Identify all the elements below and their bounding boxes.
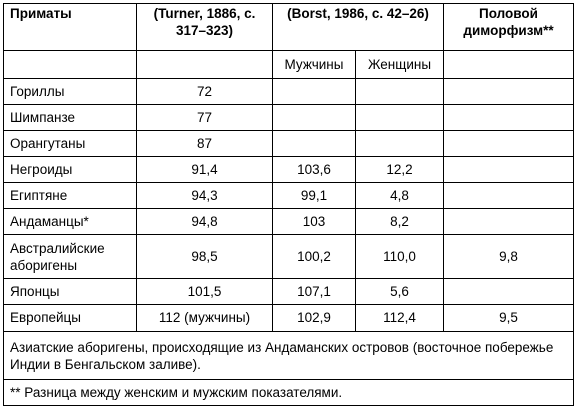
footnote-dimorphism: ** Разница между женским и мужским показателями. <box>4 379 574 405</box>
header-borst: (Borst, 1986, с. 42–26) <box>273 4 444 51</box>
row-name: Европейцы <box>4 304 137 331</box>
header-turner: (Turner, 1886, с. 317–323) <box>137 4 273 51</box>
subheader-empty <box>137 50 273 78</box>
table-row <box>4 105 574 131</box>
note-row <box>4 379 574 405</box>
cell-turner: 77 <box>137 105 273 131</box>
cell-dimorphism <box>444 157 574 183</box>
cell-men: 107,1 <box>273 278 356 304</box>
cell-men <box>273 78 356 104</box>
header-dimorphism: Половой диморфизм** <box>444 4 574 51</box>
cell-dimorphism <box>444 183 574 209</box>
cell-women: 5,6 <box>356 278 444 304</box>
row-name: Австралийские аборигены <box>4 235 137 279</box>
subheader-empty <box>4 50 137 78</box>
table-row <box>4 209 574 235</box>
subheader-men: Мужчины <box>273 50 356 78</box>
table-row <box>4 131 574 157</box>
cell-women <box>356 78 444 104</box>
cell-women: 4,8 <box>356 183 444 209</box>
row-name: Андаманцы* <box>4 209 137 235</box>
table-row <box>4 183 574 209</box>
subheader-empty <box>444 50 574 78</box>
cell-turner: 91,4 <box>137 157 273 183</box>
cell-turner: 72 <box>137 78 273 104</box>
cell-dimorphism: 9,5 <box>444 304 574 331</box>
subheader-women: Женщины <box>356 50 444 78</box>
cell-women: 12,2 <box>356 157 444 183</box>
cell-turner: 98,5 <box>137 235 273 279</box>
cell-turner: 101,5 <box>137 278 273 304</box>
cell-women: 112,4 <box>356 304 444 331</box>
cell-men: 103 <box>273 209 356 235</box>
note-row <box>4 332 574 380</box>
row-name: Орангутаны <box>4 131 137 157</box>
header-row <box>4 4 574 51</box>
cell-women <box>356 131 444 157</box>
cell-men: 103,6 <box>273 157 356 183</box>
cell-men: 100,2 <box>273 235 356 279</box>
row-name: Негроиды <box>4 157 137 183</box>
cell-men <box>273 105 356 131</box>
row-name: Египтяне <box>4 183 137 209</box>
data-table <box>3 3 574 406</box>
cell-dimorphism <box>444 131 574 157</box>
cell-dimorphism <box>444 78 574 104</box>
table-row <box>4 235 574 279</box>
cell-men: 99,1 <box>273 183 356 209</box>
header-primates: Приматы <box>4 4 137 51</box>
cell-men: 102,9 <box>273 304 356 331</box>
row-name: Гориллы <box>4 78 137 104</box>
cell-dimorphism <box>444 278 574 304</box>
cell-dimorphism: 9,8 <box>444 235 574 279</box>
cell-turner: 94,8 <box>137 209 273 235</box>
cell-dimorphism <box>444 209 574 235</box>
table-body <box>4 78 574 331</box>
cell-turner: 94,3 <box>137 183 273 209</box>
footnote-andaman: Азиатские аборигены, происходящие из Андаманских островов (восточное побережье Индии в Бенгальском заливе). <box>4 332 574 380</box>
table-row <box>4 78 574 104</box>
cell-women: 110,0 <box>356 235 444 279</box>
cell-dimorphism <box>444 105 574 131</box>
cell-women: 8,2 <box>356 209 444 235</box>
cell-men <box>273 131 356 157</box>
subheader-row <box>4 50 574 78</box>
table-row <box>4 304 574 331</box>
row-name: Шимпанзе <box>4 105 137 131</box>
cell-turner: 112 (мужчины) <box>137 304 273 331</box>
row-name: Японцы <box>4 278 137 304</box>
cell-turner: 87 <box>137 131 273 157</box>
cell-women <box>356 105 444 131</box>
table-row <box>4 157 574 183</box>
table-row <box>4 278 574 304</box>
